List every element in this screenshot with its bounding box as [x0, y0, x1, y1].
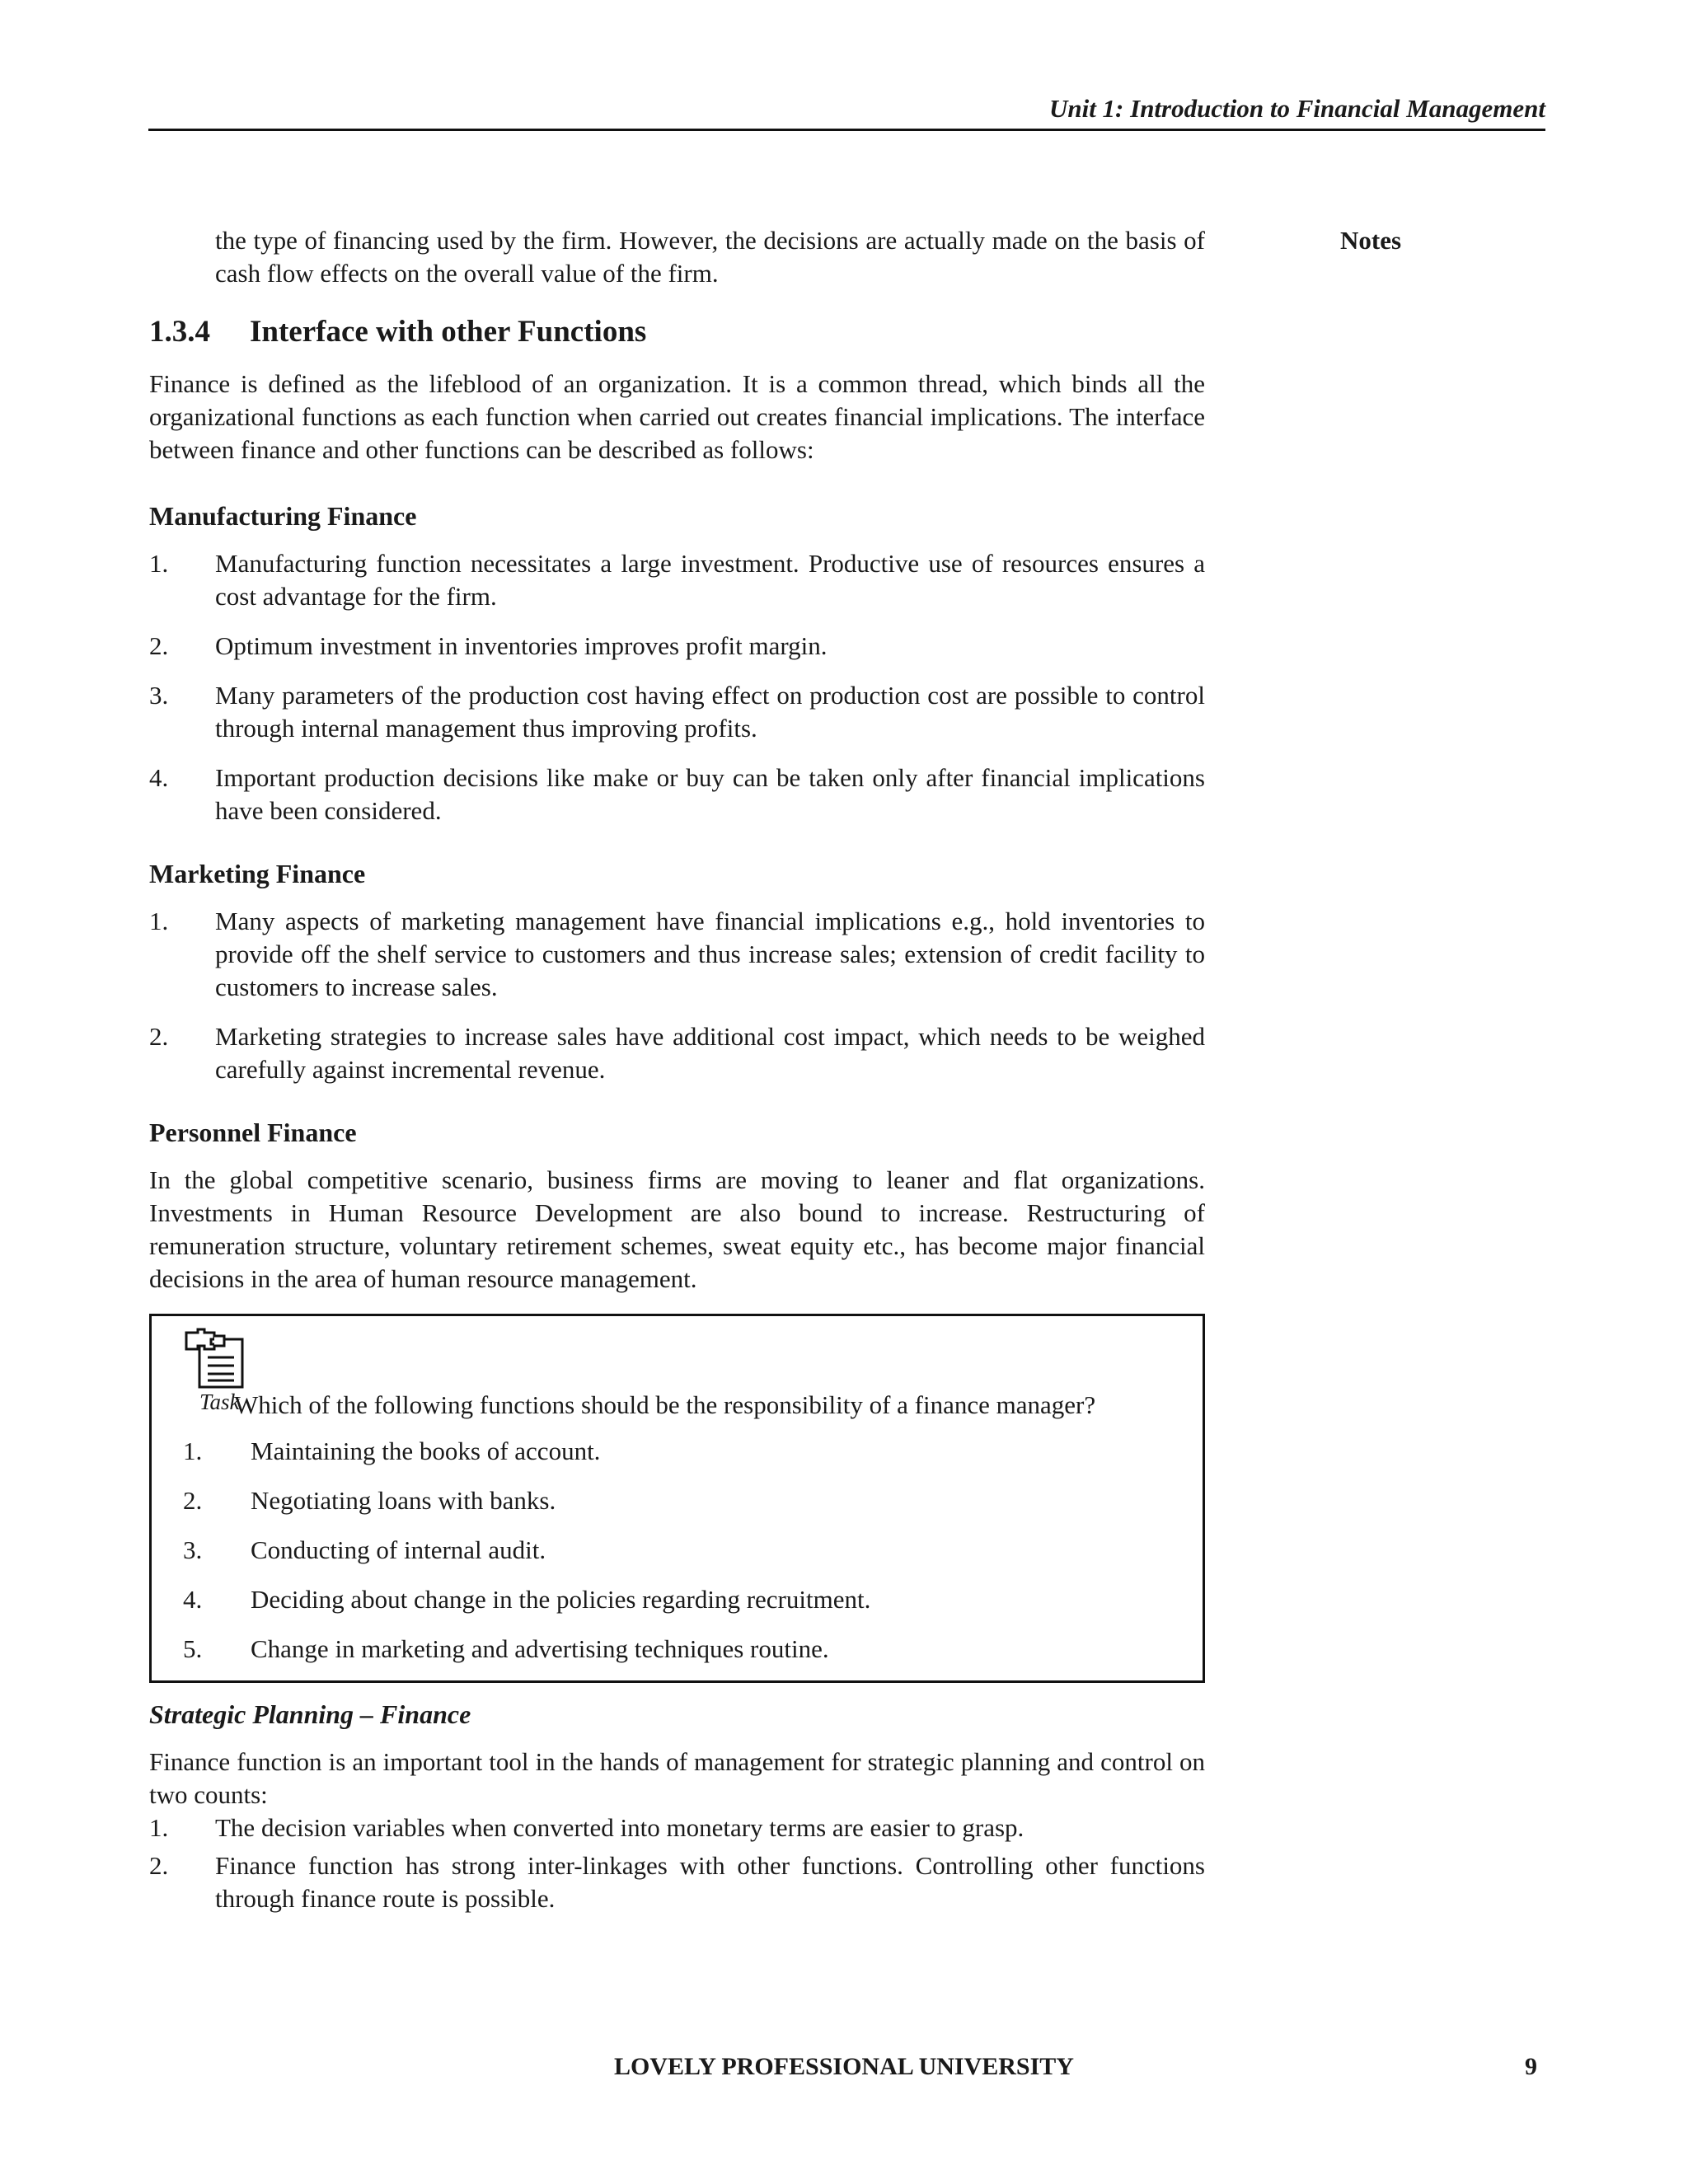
marketing-list — [149, 905, 1205, 1086]
list-item: 1. Many aspects of marketing management have financial implications e.g., hold inventories to provide off the shelf service to customers and thus increase sales; extension of credit facility to customers to increase sales. — [149, 907, 1205, 1001]
list-item: 1. The decision variables when converted into monetary terms are easier to grasp. — [149, 1813, 1025, 1842]
strategic-heading: Strategic Planning – Finance — [149, 1699, 471, 1729]
list-item: 3. Conducting of internal audit. — [183, 1535, 546, 1564]
list-item: 1. Maintaining the books of account. — [183, 1436, 601, 1465]
running-header — [148, 92, 1545, 131]
main-column — [149, 224, 1205, 1920]
list-item: 4. Important production decisions like make or buy can be taken only after financial implications have been considered. — [149, 763, 1205, 825]
section-number: 1.3.4 — [149, 315, 210, 349]
task-box — [149, 1314, 1205, 1683]
section-intro: Finance is defined as the lifeblood of an organization. It is a common thread, which binds all the organizational functions as each function when carried out creates financial implications. The interface between finance and other functions can be described as follows: — [149, 369, 1205, 464]
running-title: Unit 1: Introduction to Financial Management — [1048, 94, 1545, 123]
list-item: 2. Negotiating loans with banks. — [183, 1486, 556, 1515]
section-title: Interface with other Functions — [250, 315, 647, 349]
notes-margin-label: Notes — [1340, 226, 1402, 255]
personnel-body: In the global competitive scenario, business firms are moving to leaner and flat organizations. Investments in Human Resource Development are also bound to increase. Restructuring of remuneration structure, voluntary retirement schemes, sweat equity etc., has become major financial decisions in the area of human resource management. — [149, 1165, 1205, 1293]
list-item: 2. Marketing strategies to increase sales have additional cost impact, which needs to be weighed carefully against incremental revenue. — [149, 1022, 1205, 1084]
list-item: 4. Deciding about change in the policies regarding recruitment. — [183, 1585, 871, 1614]
list-item: 3. Many parameters of the production cost having effect on production cost are possible to control through internal management thus improving profits. — [149, 681, 1205, 743]
manufacturing-list — [149, 547, 1205, 827]
marketing-heading: Marketing Finance — [149, 859, 366, 888]
task-label: Task — [199, 1390, 240, 1414]
section-heading — [149, 313, 1205, 351]
task-question-row — [183, 1389, 1171, 1422]
list-item: 2. Finance function has strong inter-linkages with other functions. Controlling other functions through finance route is possible. — [149, 1851, 1205, 1913]
manufacturing-heading: Manufacturing Finance — [149, 501, 417, 531]
strategic-list — [149, 1811, 1205, 1915]
task-list — [183, 1435, 1171, 1666]
personnel-heading: Personnel Finance — [149, 1118, 357, 1147]
intro-continuation: the type of financing used by the firm. However, the decisions are actually made on the basis of cash flow effects on the overall value of the firm. — [215, 226, 1205, 288]
list-item: 1. Manufacturing function necessitates a large investment. Productive use of resources ensures a cost advantage for the firm. — [149, 549, 1205, 611]
list-item: 5. Change in marketing and advertising techniques routine. — [183, 1634, 829, 1663]
page-number: 9 — [1525, 2053, 1537, 2080]
strategic-body: Finance function is an important tool in the hands of management for strategic planning and control on two counts: — [149, 1747, 1205, 1809]
footer-university: LOVELY PROFESSIONAL UNIVERSITY — [614, 2053, 1074, 2080]
task-question: Which of the following functions should be the responsibility of a finance manager? — [234, 1390, 1096, 1419]
list-item: 2. Optimum investment in inventories improves profit margin. — [149, 631, 828, 660]
